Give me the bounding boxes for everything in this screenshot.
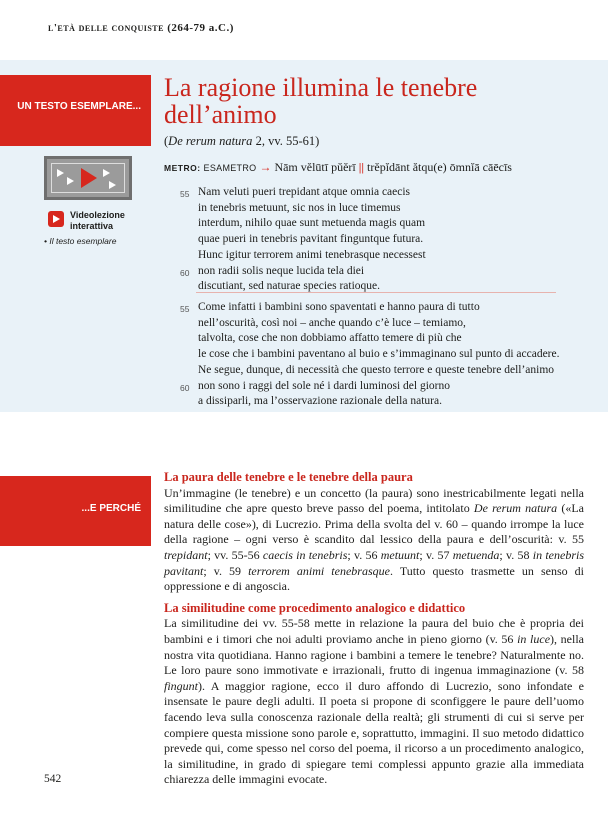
section-heading-simile: La similitudine come procedimento analogico e didattico	[164, 600, 466, 615]
verse-text: in tenebris metuunt, sic nos in luce timemus	[198, 201, 401, 214]
latin-verses	[164, 185, 426, 295]
running-head-label: l'età delle conquiste	[48, 22, 164, 34]
arrow-icon	[67, 177, 74, 185]
metre-value: ESAMETRO	[203, 163, 257, 173]
text-run: ; v. 59	[203, 563, 249, 578]
metre-caesura: ||	[358, 160, 365, 174]
bullet: •	[44, 236, 47, 246]
running-head	[48, 22, 234, 34]
verse-line	[164, 201, 426, 217]
section-tab-why: ...E PERCHÉ	[0, 476, 151, 546]
translation-line	[164, 394, 560, 410]
section-tab-example: UN TESTO ESEMPLARE...	[0, 75, 151, 146]
verse-text: Hunc igitur terrorem animi tenebrasque necessest	[198, 248, 426, 261]
verse-line	[164, 232, 426, 248]
verse-number: 55	[180, 189, 190, 199]
metre-label: METRO:	[164, 163, 201, 173]
verse-number: 60	[180, 382, 190, 393]
verse-text: discutiant, sed naturae species ratioque.	[198, 280, 381, 293]
translation-line	[164, 347, 560, 363]
text-run: («La natura delle cose»), di Lucrezio. Prima della svolta del v. 60 – quando irrompe la luce della ragione – ogni verso è scandito dal lessico della paura e dell’oscurità: v. 55	[164, 501, 584, 547]
translation-text: Come infatti i bambini sono spaventati e hanno paura di tutto	[198, 301, 480, 313]
text-run: . Tutto questo trasmette un senso di oppressione e di angoscia.	[164, 563, 585, 594]
translation-text: talvolta, cose che non dobbiamo affatto temere di più che	[198, 332, 462, 345]
italic-run: caecis in tenebris	[262, 547, 348, 562]
source-reference	[164, 134, 319, 149]
page-number: 542	[44, 773, 62, 785]
translation-line	[164, 300, 560, 316]
translation-text: nell’oscurità, così noi – anche quando c’è luce – temiamo,	[198, 316, 466, 329]
translation-line	[164, 363, 560, 379]
play-icon	[81, 168, 97, 188]
translation-line	[164, 331, 560, 347]
italian-translation	[164, 300, 560, 410]
verse-line	[164, 264, 426, 280]
paragraph-fear	[164, 486, 584, 595]
page-title: La ragione illumina le tenebre dell’animo	[164, 73, 478, 129]
metre-arrow-icon: →	[259, 160, 272, 174]
verse-text: non radii solis neque lucida tela diei	[198, 264, 365, 277]
paragraph-simile	[164, 616, 584, 788]
italic-run: De rerum natura	[473, 501, 558, 516]
source-open: (	[164, 134, 169, 148]
commentary	[164, 470, 584, 794]
italic-run: trepidant	[164, 547, 208, 562]
metre-scansion-2: trĕpĭdānt ătqu(e) ōmnĭā cāēcīs	[367, 160, 512, 174]
italic-run: fingunt	[164, 678, 199, 693]
translation-text: non sono i raggi del sole né i dardi luminosi del giorno	[198, 379, 451, 392]
translation-line	[164, 316, 560, 332]
running-head-dates: (264-79 a.C.)	[167, 22, 234, 34]
verse-line	[164, 248, 426, 264]
video-link-text[interactable]: Il testo esemplare	[49, 236, 117, 246]
verse-line	[164, 185, 426, 201]
source-work: De rerum natura	[168, 134, 253, 148]
arrow-icon	[103, 169, 110, 177]
text-run: ; vv. 55-56	[207, 547, 263, 562]
verse-number: 60	[180, 267, 190, 278]
arrow-icon	[109, 181, 116, 189]
italic-run: in luce	[517, 631, 551, 646]
text-run: Un’immagine (le tenebre) e un concetto (la paura) sono inestricabilmente legati nella similitudine che apre questo breve passo del poema, intitolato	[164, 485, 584, 516]
verse-text: Nam veluti pueri trepidant atque omnia caecis	[198, 186, 411, 198]
video-lesson-label[interactable]: Videolezione interattiva	[70, 210, 125, 231]
translation-text: Ne segue, dunque, di necessità che questo terrore e queste tenebre dell’animo	[198, 363, 555, 376]
text-run: ; v. 57	[419, 547, 453, 562]
verse-text: interdum, nihilo quae sunt metuenda magis quam	[198, 217, 426, 230]
text-run: ). A maggior ragione, ecco il duro affondo di Lucrezio, sono infondate e insensate le paure degli adulti. Il poeta si propone di sconfiggere le paure dell’uomo facendo leva sulla conoscenza razionale della realtà; gli strumenti di cui si serve per compiere questa missione sono parole e, soprattutto, immagini. Il suo metodo didattico prevede qui, come spesso nel corso del poema, il ricorso a un procedimento analogico, la similitudine, in grado di spiegare temi complessi appunto grazie alla immediata chiarezza delle immagini evocate.	[164, 678, 584, 787]
metre-scansion-1: Nām vĕlūtī pŭĕrī	[274, 160, 356, 174]
italic-run: metuunt	[380, 547, 420, 562]
metre-line	[164, 160, 512, 175]
verse-number: 55	[180, 304, 190, 314]
video-play-icon[interactable]	[48, 211, 64, 227]
section-heading-fear: La paura delle tenebre e le tenebre della paura	[164, 470, 413, 484]
video-thumbnail[interactable]	[44, 156, 132, 200]
translation-text: a dissiparli, ma l’osservazione razionale della natura.	[198, 395, 442, 408]
italic-run: metuenda	[452, 547, 500, 562]
text-run: La similitudine dei vv. 55-58 mette in relazione la paura del buio che è propria dei bambini e i timori che noi adulti proviamo anche in pieno giorno (v. 56	[164, 616, 584, 646]
translation-line	[164, 379, 560, 395]
text-run: ; v. 58	[499, 547, 533, 562]
translation-text: le cose che i bambini paventano al buio e s’immaginano sul punto di accadere.	[198, 348, 560, 361]
video-link[interactable]	[44, 236, 116, 246]
verse-line	[164, 216, 426, 232]
italic-run: terrorem animi tenebrasque	[248, 563, 390, 578]
verse-text: quae pueri in tenebris pavitant finguntque futura.	[198, 233, 424, 246]
divider	[196, 292, 556, 293]
text-run: ; v. 56	[347, 547, 381, 562]
source-ref: 2, vv. 55-61)	[252, 134, 320, 148]
italic-run: in tenebris pavitant	[164, 547, 585, 578]
arrow-icon	[57, 169, 64, 177]
text-run: ), nella nostra vita quotidiana. Hanno ragione i bambini a temere le tenebre? Naturalmente no. Le loro paure sono immotivate e irrazionali, frutto di ingenua immaginazione (v. 58	[164, 631, 584, 678]
